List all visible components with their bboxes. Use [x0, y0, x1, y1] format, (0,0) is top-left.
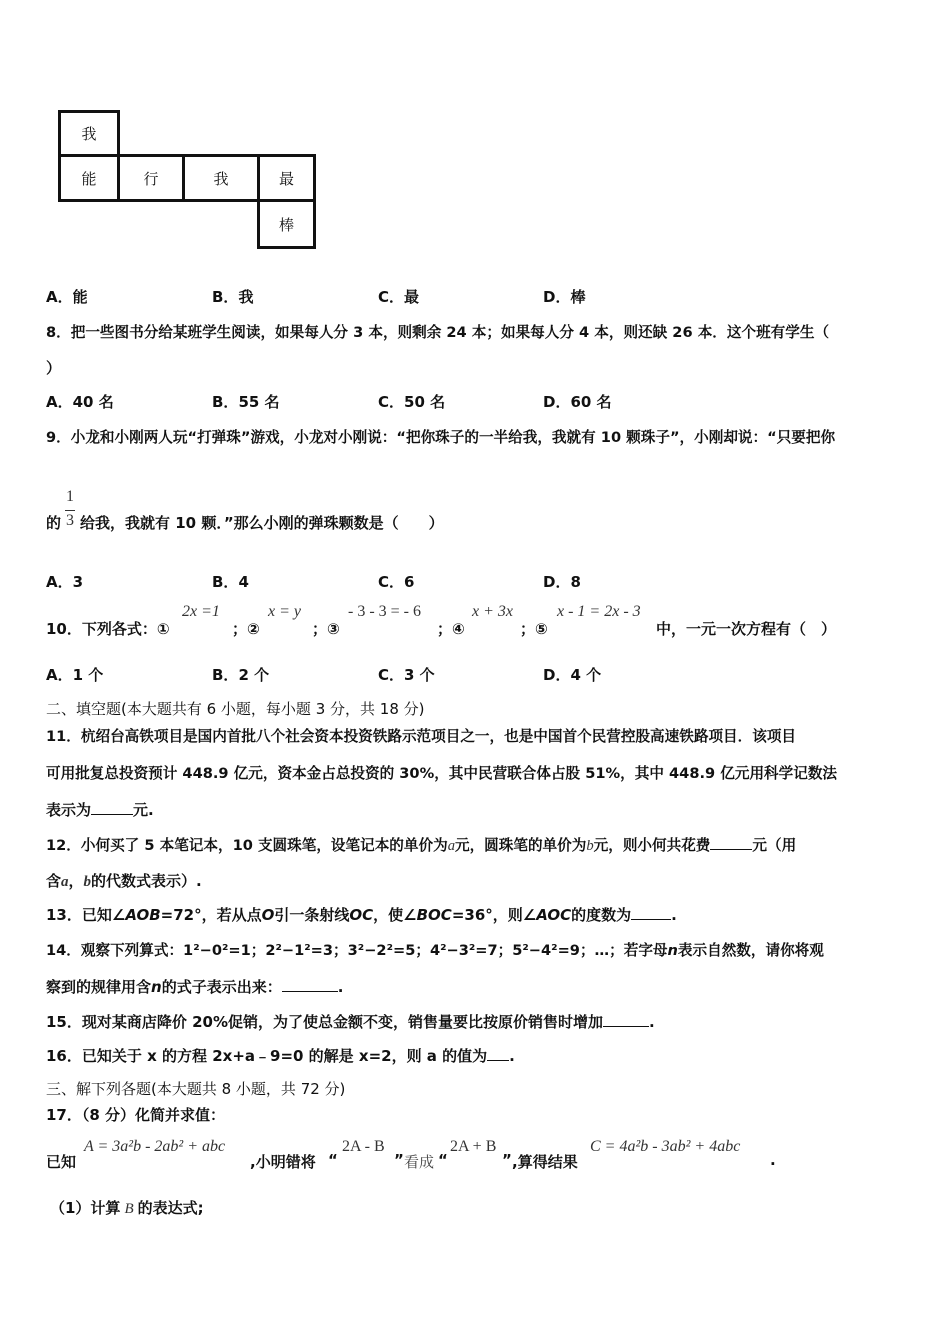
- q17-end: .: [770, 1151, 776, 1169]
- q10-tail: 中，一元一次方程有（ ）: [656, 620, 837, 638]
- q8-stem-end: ）: [46, 359, 62, 377]
- net-cell-6: 棒: [257, 199, 316, 249]
- q8-option-b: B．55 名: [212, 393, 280, 411]
- q12-line2: 含a，b的代数式表示）.: [46, 872, 202, 890]
- q10-eq5: x - 1 = 2x - 3: [557, 603, 641, 620]
- q8-stem: 8．把一些图书分给某班学生阅读，如果每人分 3 本，则剩余 24 本；如果每人分 4 本，则还缺 26 本．这个班有学生（: [46, 324, 830, 341]
- q9-frac-bar: [65, 510, 75, 511]
- net-cell-1: 我: [58, 110, 120, 157]
- q10-option-d: D．4 个: [543, 666, 602, 684]
- q15: 15．现对某商店降价 20%促销，为了使总金额不变，销售量要比按原价销售时增加 .: [46, 1013, 655, 1031]
- net-cell-4: 我: [182, 154, 260, 202]
- q17-expr-c: C = 4a²b - 3ab² + 4abc: [590, 1138, 741, 1155]
- q10-eq4: x + 3x: [472, 603, 513, 620]
- q10-option-b: B．2 个: [212, 666, 270, 684]
- section-2-heading: 二、填空题(本大题共有 6 小题，每小题 3 分，共 18 分): [46, 700, 425, 718]
- q14-answer-blank[interactable]: [282, 976, 338, 992]
- net-cell-3: 行: [117, 154, 185, 202]
- q17-title: 17．（8 分）化简并求值：: [46, 1106, 226, 1124]
- q10-sep4: ；④: [437, 620, 465, 638]
- q10-option-c: C．3 个: [378, 666, 435, 684]
- q9-frac-num: 1: [66, 488, 74, 505]
- q13: 13．已知∠AOB=72°，若从点O引一条射线OC，使∠BOC=36°，则∠AOC的度数为 .: [46, 906, 677, 924]
- q9-suffix: 给我，我就有 10 颗．”那么小刚的弹珠颗数是（ ）: [80, 514, 444, 532]
- q10-sep3: ；③: [312, 620, 340, 638]
- q17-sub1: （1）计算 B 的表达式;: [50, 1199, 204, 1217]
- q9-frac-den: 3: [66, 512, 74, 529]
- q7-option-a: A．能: [46, 288, 88, 306]
- q16-answer-blank[interactable]: [487, 1045, 509, 1061]
- net-cell-5: 最: [257, 154, 316, 202]
- q17-quote-open-2: “: [438, 1151, 448, 1169]
- q17-right-expr: 2A + B: [450, 1138, 497, 1155]
- q17-quote-close-2: ”: [502, 1151, 512, 1169]
- q9-option-d: D．8: [543, 573, 581, 591]
- q17-wrong-expr: 2A - B: [342, 1138, 385, 1155]
- q16: 16．已知关于 x 的方程 2x+a﹣9=0 的解是 x=2，则 a 的值为 .: [46, 1047, 515, 1065]
- q11-line1: 11．杭绍台高铁项目是国内首批八个社会资本投资铁路示范项目之一，也是中国首个民营控股高速铁路项目．该项目: [46, 728, 797, 745]
- q12-line1: 12．小何买了 5 本笔记本，10 支圆珠笔，设笔记本的单价为a元，圆珠笔的单价为b元，则小何共花费 元（用: [46, 834, 796, 855]
- q8-option-d: D．60 名: [543, 393, 612, 411]
- q7-option-b: B．我: [212, 288, 254, 306]
- q9-option-c: C．6: [378, 573, 415, 591]
- q17-quote-close: ”: [394, 1151, 404, 1169]
- q14-line1: 14．观察下列算式：1²−0²=1；2²−1²=3；3²−2²=5；4²−3²=7；5²−4²=9；…；若字母n表示自然数，请你将观: [46, 942, 824, 959]
- q10-lead: 10．下列各式：①: [46, 620, 170, 638]
- q9-stem: 9．小龙和小刚两人玩“打弹珠”游戏，小龙对小刚说：“把你珠子的一半给我，我就有 10 颗珠子”，小刚却说：“只要把你: [46, 429, 836, 446]
- q10-sep2: ；②: [232, 620, 260, 638]
- q9-option-a: A．3: [46, 573, 84, 591]
- q12-answer-blank[interactable]: [710, 834, 752, 850]
- q10-eq3: - 3 - 3 = - 6: [348, 603, 422, 620]
- q17-lead: 已知: [46, 1153, 77, 1171]
- q9-prefix: 的: [46, 514, 62, 532]
- net-cell-2: 能: [58, 154, 120, 202]
- q17-mid2: ,算得结果: [512, 1153, 578, 1171]
- q11-line3: 表示为 元.: [46, 801, 154, 819]
- q17-seen-as: 看成: [404, 1153, 435, 1171]
- q10-eq1: 2x =1: [182, 603, 220, 620]
- q11-line2: 可用批复总投资预计 448.9 亿元，资本金占总投资的 30%，其中民营联合体占股 51%，其中 448.9 亿元用科学记数法: [46, 765, 838, 782]
- q17-expr-a: A = 3a²b - 2ab² + abc: [84, 1138, 226, 1155]
- q10-sep5: ；⑤: [520, 620, 548, 638]
- q8-option-c: C．50 名: [378, 393, 446, 411]
- q10-eq2: x = y: [268, 603, 301, 620]
- q15-answer-blank[interactable]: [603, 1011, 649, 1027]
- q10-option-a: A．1 个: [46, 666, 104, 684]
- q7-option-c: C．最: [378, 288, 420, 306]
- section-3-heading: 三、解下列各题(本大题共 8 小题，共 72 分): [46, 1080, 346, 1098]
- q13-answer-blank[interactable]: [631, 904, 671, 920]
- q7-option-d: D．棒: [543, 288, 586, 306]
- q17-quote-open: “: [328, 1151, 338, 1169]
- q14-line2: 察到的规律用含n的式子表示出来： .: [46, 978, 344, 996]
- q8-option-a: A．40 名: [46, 393, 114, 411]
- q11-answer-blank[interactable]: [91, 799, 133, 815]
- q17-mid1: ,小明错将: [250, 1153, 316, 1171]
- q9-option-b: B．4: [212, 573, 249, 591]
